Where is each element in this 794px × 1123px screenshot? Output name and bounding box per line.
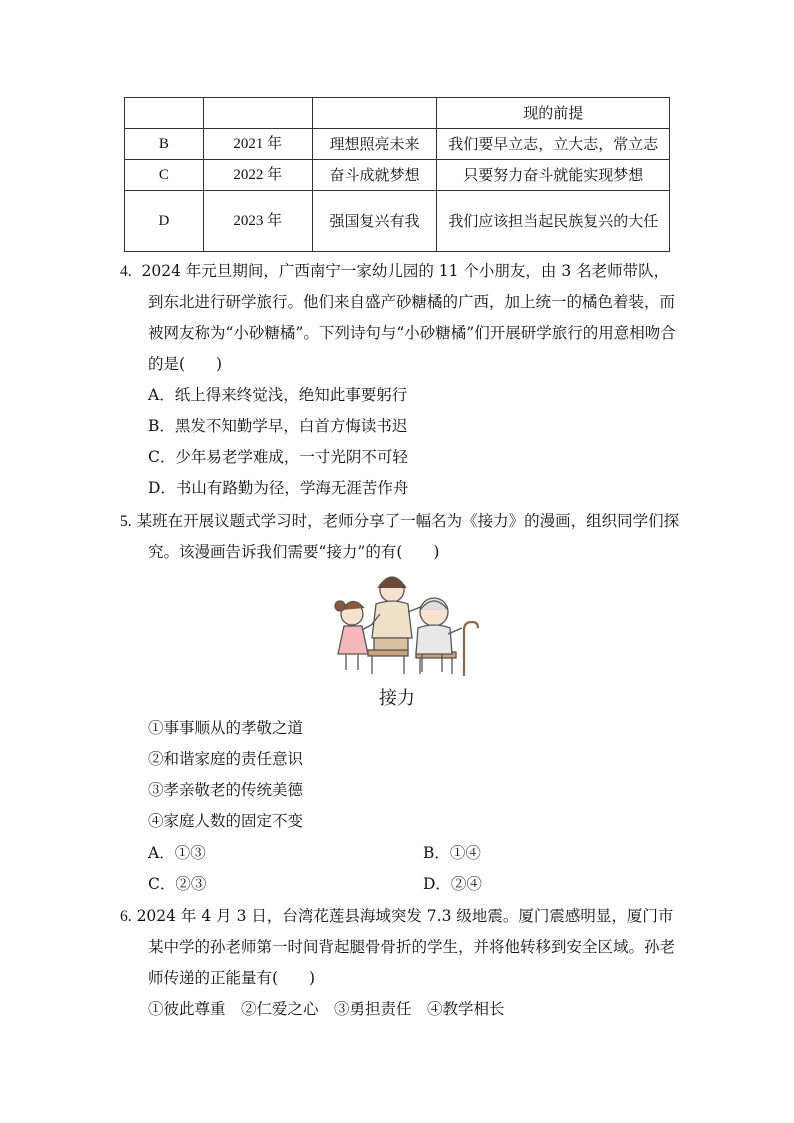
option-d[interactable]: D．②④ <box>423 875 482 893</box>
option-d[interactable]: D．书山有路勤为径，学海无涯苦作舟 <box>148 479 409 497</box>
question-text: 2024 年元旦期间，广西南宁一家幼儿园的 11 个小朋友，由 3 名老师带队，到东北进行研学旅行。他们来自盛产砂糖橘的广西，加上统一的橘色着装，而被网友称为“小砂糖橘”。下列诗句与“小砂糖橘”们开展研学旅行的用意相吻合的是( ) <box>141 262 676 373</box>
row-label: B <box>125 129 204 160</box>
question-text: 2024 年 4 月 3 日，台湾花莲县海域突发 7.3 级地震。厦门震感明显，厦门市某中学的孙老师第一时间背起腿骨骨折的学生，并将他转移到安全区域。孙老师传递的正能量有( ) <box>136 907 676 987</box>
row-label: D <box>125 191 204 252</box>
table-row <box>125 191 670 252</box>
statement-1: ①事事顺从的孝敬之道 <box>148 719 304 737</box>
relay-cartoon-image <box>330 572 480 680</box>
question-number: 5. <box>120 513 132 530</box>
row-note: 我们应该担当起民族复兴的大任 <box>437 191 670 252</box>
row-label: C <box>125 160 204 191</box>
statement-list: ①彼此尊重 ②仁爱之心 ③勇担责任 ④教学相长 <box>148 1000 505 1018</box>
question-5 <box>120 506 680 568</box>
row-theme: 理想照亮未来 <box>312 129 437 160</box>
row-theme: 强国复兴有我 <box>312 191 437 252</box>
option-c[interactable]: C．少年易老学难成，一寸光阴不可轻 <box>148 448 408 466</box>
statement-3: ③孝亲敬老的传统美德 <box>148 781 304 799</box>
row-year <box>203 98 312 129</box>
statement-4: ④家庭人数的固定不变 <box>148 812 304 830</box>
table-row <box>125 160 670 191</box>
row-note: 只要努力奋斗就能实现梦想 <box>437 160 670 191</box>
row-year: 2021 年 <box>203 129 312 160</box>
row-theme <box>312 98 437 129</box>
question-text: 某班在开展议题式学习时，老师分享了一幅名为《接力》的漫画，组织同学们探究。该漫画告诉我们需要“接力”的有( ) <box>136 512 680 561</box>
question-4-stem <box>120 256 680 380</box>
row-note: 我们要早立志，立大志，常立志 <box>437 129 670 160</box>
question-number: 6. <box>120 908 132 925</box>
question-6 <box>120 901 680 994</box>
statement-2: ②和谐家庭的责任意识 <box>148 750 304 768</box>
table-row <box>125 129 670 160</box>
option-a[interactable]: A．纸上得来终觉浅，绝知此事要躬行 <box>148 386 408 404</box>
row-theme: 奋斗成就梦想 <box>312 160 437 191</box>
option-c[interactable]: C．②③ <box>148 875 207 893</box>
question-5-stem <box>120 506 680 568</box>
table-row <box>125 98 670 129</box>
option-b[interactable]: B．黑发不知勤学早，白首方悔读书迟 <box>148 417 408 435</box>
question-4 <box>120 256 680 380</box>
question-6-stem <box>120 901 680 994</box>
row-label <box>125 98 204 129</box>
answer-table <box>124 97 670 252</box>
option-a[interactable]: A．①③ <box>148 844 206 862</box>
row-year: 2023 年 <box>203 191 312 252</box>
question-number: 4. <box>120 263 132 280</box>
option-b[interactable]: B．①④ <box>423 844 481 862</box>
row-note: 现的前提 <box>437 98 670 129</box>
row-year: 2022 年 <box>203 160 312 191</box>
cartoon-caption: 接力 <box>379 688 415 709</box>
